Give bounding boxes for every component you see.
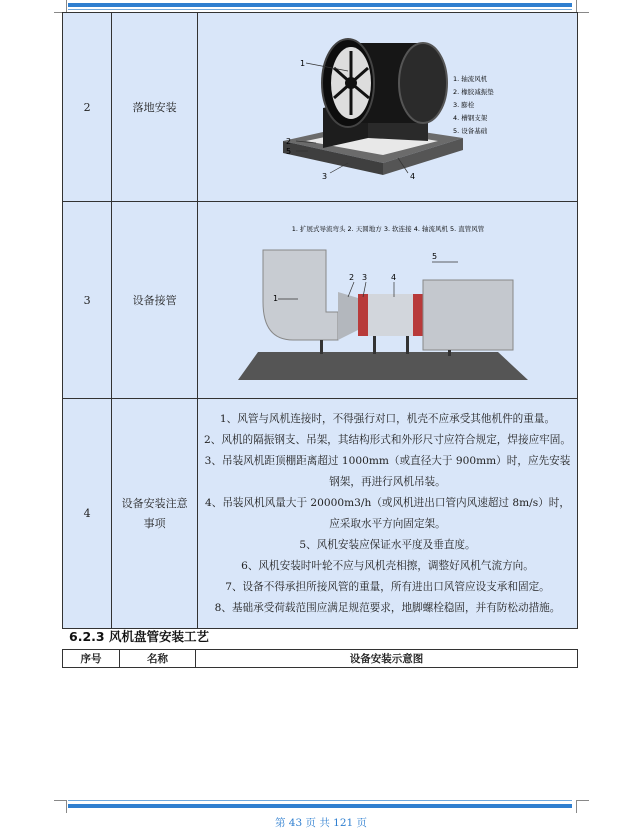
fan-hub — [345, 77, 357, 89]
note-item: 1、风管与风机连接时，不得强行对口，机壳不应承受其他机件的重量。 — [219, 412, 556, 425]
note-item: 3、吊装风机距顶棚距离超过 1000mm（或直径大于 900mm）时，应先安装钢架，再进行风机吊装。 — [204, 454, 571, 488]
callout-4: 4 — [390, 273, 397, 282]
row-number: 2 — [63, 13, 112, 202]
duct-connection-illustration — [198, 202, 577, 395]
row-number: 3 — [63, 202, 112, 399]
page-number: 第 43 页 共 121 页 — [274, 817, 368, 829]
note-item: 5、风机安装应保证水平度及垂直度。 — [299, 538, 476, 551]
section-title: 6.2.3 风机盘管安装工艺 — [69, 629, 209, 644]
row-name: 落地安装 — [112, 13, 198, 202]
column-header: 设备安装示意图 — [196, 650, 578, 668]
fan-body — [368, 294, 413, 336]
legend-item: 1. 轴流风机 — [452, 75, 488, 83]
note-item: 2、风机的隔振钢支、吊架，其结构形式和外形尺寸应符合规定，焊接应牢固。 — [204, 433, 571, 446]
callout-5: 5 — [431, 252, 438, 261]
callout-4: 4 — [409, 172, 416, 181]
callout-1: 1 — [299, 59, 306, 68]
fan-outlet — [399, 43, 447, 123]
note-item: 8、基础承受荷载范围应满足规范要求，地脚螺栓稳固，并有防松动措施。 — [214, 601, 561, 614]
legend-item: 2. 橡胶减振垫 — [452, 88, 494, 96]
diagram-caption: 1. 扩展式导流弯头 2. 天圆地方 3. 软连接 4. 轴流风机 5. 直管风管 — [291, 225, 485, 233]
install-notes — [197, 399, 577, 629]
column-header: 序号 — [63, 650, 120, 668]
footer-bar — [68, 804, 572, 808]
header-bar — [68, 3, 572, 7]
note-item: 4、吊装风机风量大于 20000m3/h（或风机进出口管内风速超过 8m/s）时，应采取水平方向固定架。 — [204, 496, 570, 530]
legend-item: 4. 槽钢支架 — [452, 114, 488, 122]
duct-connection-diagram — [197, 202, 577, 399]
flex-connector — [358, 294, 368, 336]
floor-mount-fan-illustration — [198, 13, 577, 198]
note-item: 7、设备不得承担所接风管的重量，所有进出口风管应设支承和固定。 — [225, 580, 550, 593]
header-rule — [68, 9, 572, 10]
row-name-line: 事项 — [143, 516, 166, 530]
table-row — [63, 13, 578, 202]
callout-1: 1 — [272, 294, 279, 303]
row-number: 4 — [63, 399, 112, 629]
legend-item: 3. 膨栓 — [452, 101, 475, 109]
floor-slab — [238, 352, 528, 380]
installation-table — [62, 12, 578, 629]
column-header: 名称 — [120, 650, 196, 668]
straight-duct — [423, 280, 513, 350]
flex-connector — [413, 294, 423, 336]
row-name — [112, 399, 198, 629]
fan-coil-table-header — [62, 649, 578, 668]
callout-2: 2 — [348, 273, 355, 282]
crop-mark — [576, 800, 589, 813]
callout-2: 2 — [285, 137, 292, 146]
row-name-line: 设备安装注意 — [121, 496, 188, 510]
callout-3: 3 — [361, 273, 368, 282]
floor-install-diagram — [197, 13, 577, 202]
table-row — [63, 399, 578, 629]
legend-item: 5. 设备基础 — [452, 127, 488, 135]
callout-3: 3 — [321, 172, 328, 181]
row-name: 设备接管 — [112, 202, 198, 399]
note-item: 6、风机安装时叶轮不应与风机壳相擦，调整好风机气流方向。 — [241, 559, 534, 572]
crop-mark — [54, 800, 67, 813]
footer-rule — [68, 800, 572, 801]
transition-piece — [338, 292, 358, 340]
table-row — [63, 202, 578, 399]
table-header-row — [63, 650, 578, 668]
callout-5: 5 — [285, 147, 292, 156]
